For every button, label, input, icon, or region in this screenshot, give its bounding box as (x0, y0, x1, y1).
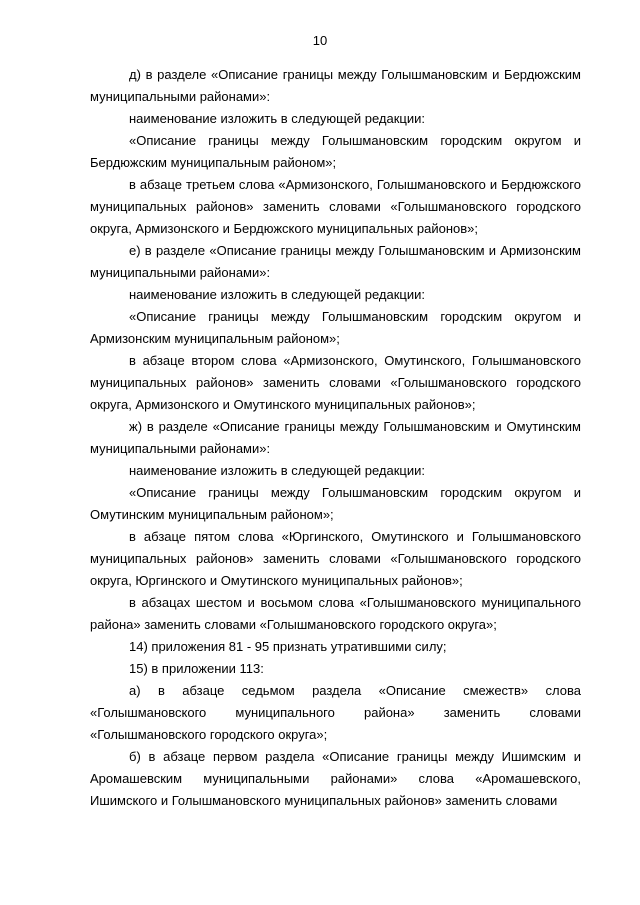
paragraph-zh-new-title: «Описание границы между Голышмановским городским округом и Омутинским муниципальным районом»; (90, 485, 581, 522)
paragraph-e-new-title: «Описание границы между Голышмановским городским округом и Армизонским муниципальным районом»; (90, 309, 581, 346)
paragraph-15-b: б) в абзаце первом раздела «Описание границы между Ишимским и Аромашевским муниципальными районами» слова «Аромашевского, Ишимского и Голышмановского муниципальных районов» заменить словами (90, 749, 581, 808)
paragraph-d-third: в абзаце третьем слова «Армизонского, Голышмановского и Бердюжского муниципальных районов» заменить словами «Голышмановского городского округа, Армизонского и Бердюжского муниципальных районов»; (90, 177, 581, 236)
paragraph-e-second: в абзаце втором слова «Армизонского, Омутинского, Голышмановского муниципальных районов» заменить словами «Голышмановского городского округа, Армизонского и Омутинского муниципальных районов»; (90, 353, 581, 412)
paragraph-d-new-title: «Описание границы между Голышмановским городским округом и Бердюжским муниципальным районом»; (90, 133, 581, 170)
paragraph-zh-naming: наименование изложить в следующей редакции: (129, 463, 426, 478)
paragraph-zh-sixth-eighth: в абзацах шестом и восьмом слова «Голышмановского муниципального района» заменить словами «Голышмановского городского округа»; (90, 595, 581, 632)
paragraph-15: 15) в приложении 113: (129, 661, 264, 676)
paragraph-zh: ж) в разделе «Описание границы между Голышмановским и Омутинским муниципальными районами»: (90, 419, 581, 456)
page-number: 10 (312, 33, 328, 48)
paragraph-zh-fifth: в абзаце пятом слова «Юргинского, Омутинского и Голышмановского муниципальных районов» заменить словами «Голышмановского городского округа, Юргинского и Омутинского муниципальных районов»; (90, 529, 581, 588)
paragraph-14: 14) приложения 81 - 95 признать утратившими силу; (129, 639, 447, 654)
paragraph-e-naming: наименование изложить в следующей редакции: (129, 287, 426, 302)
paragraph-15-a: а) в абзаце седьмом раздела «Описание смежеств» слова «Голышмановского муниципального района» заменить словами «Голышмановского городского округа»; (90, 683, 581, 742)
paragraph-e: е) в разделе «Описание границы между Голышмановским и Армизонским муниципальными районами»: (90, 243, 581, 280)
paragraph-d: д) в разделе «Описание границы между Голышмановским и Бердюжским муниципальными районами»: (90, 67, 581, 104)
paragraph-d-naming: наименование изложить в следующей редакции: (129, 111, 426, 126)
document-body (90, 64, 581, 812)
